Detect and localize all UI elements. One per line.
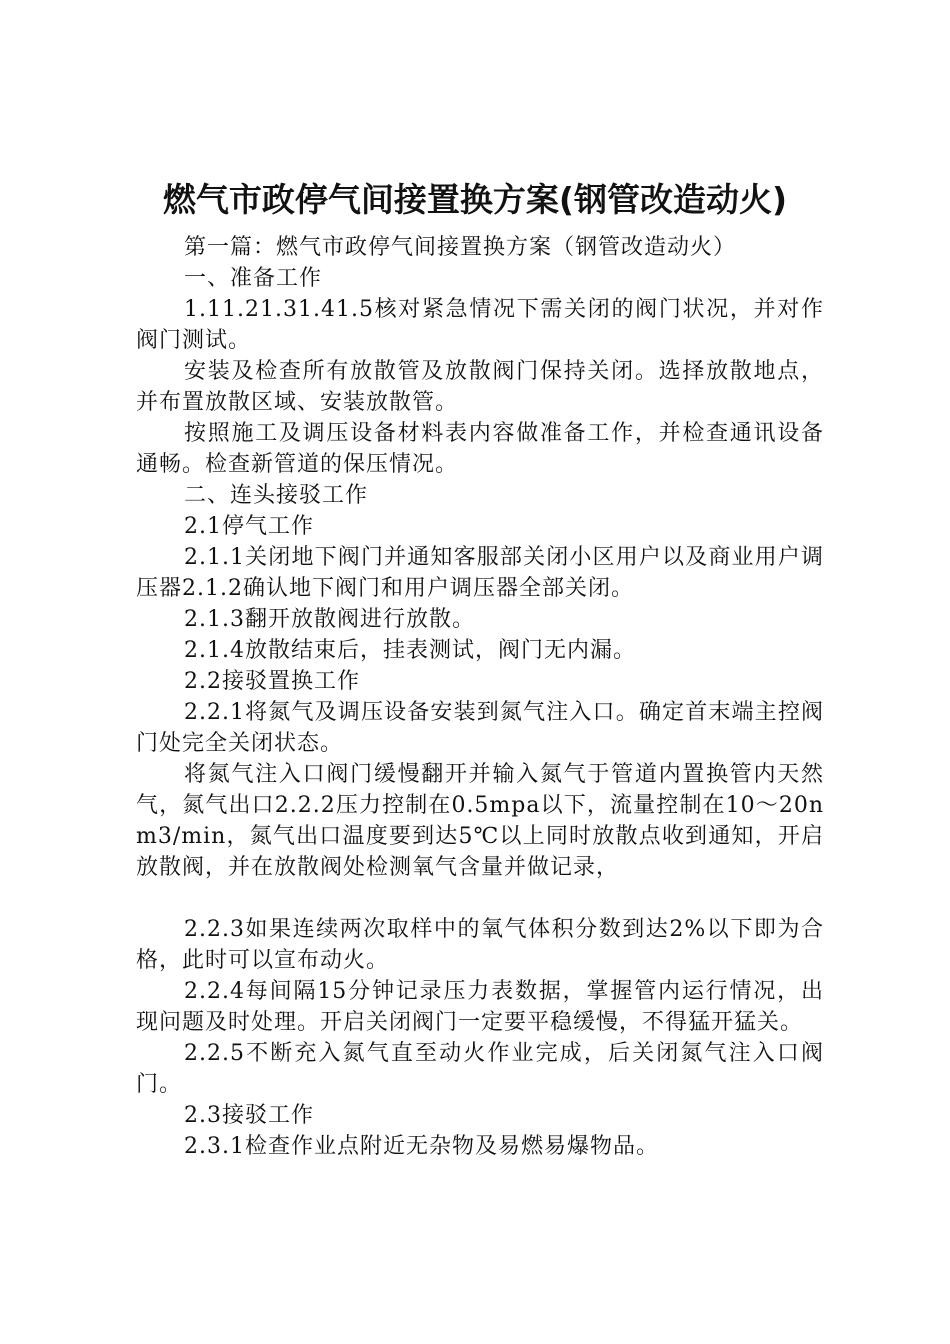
paragraph-2-1-4: 2.1.4放散结束后，挂表测试，阀门无内漏。: [184, 638, 636, 663]
document-body: [136, 232, 824, 1162]
paragraph-2-2-1: 2.2.1将氮气及调压设备安装到氮气注入口。确定首末端主控阀门处完全关闭状态。: [136, 700, 824, 756]
paragraph-1-1-to-1-5: 1.11.21.31.41.5核对紧急情况下需关闭的阀门状况，并对作阀门测试。: [136, 297, 824, 353]
paragraph-section-1-heading: 一、准备工作: [184, 266, 323, 291]
paragraph-2-2-heading: 2.2接驳置换工作: [184, 669, 360, 694]
paragraph-2-1-1: 2.1.1关闭地下阀门并通知客服部关闭小区用户以及商业用户调压器2.1.2确认地下阀门和用户调压器全部关闭。: [136, 545, 824, 601]
paragraph-2-2-3: 2.2.3如果连续两次取样中的氧气体积分数到达2%以下即为合格，此时可以宣布动火。: [136, 917, 824, 973]
paragraph-2-3-heading: 2.3接驳工作: [184, 1103, 314, 1128]
paragraph-2-1-3: 2.1.3翻开放散阀进行放散。: [184, 607, 475, 632]
blank-line: [136, 883, 824, 914]
paragraph-section-2-heading: 二、连头接驳工作: [184, 483, 369, 508]
paragraph-2-2-4: 2.2.4每间隔15分钟记录压力表数据，掌握管内运行情况，出现问题及时处理。开启关闭阀门一定要平稳缓慢，不得猛开猛关。: [136, 979, 824, 1035]
paragraph-part-heading: 第一篇：燃气市政停气间接置换方案（钢管改造动火）: [184, 235, 737, 260]
document-title: 燃气市政停气间接置换方案(钢管改造动火): [162, 180, 788, 219]
paragraph-2-1-heading: 2.1停气工作: [184, 514, 314, 539]
paragraph-prepare-equipment: 按照施工及调压设备材料表内容做准备工作，并检查通讯设备通畅。检查新管道的保压情况。: [136, 421, 824, 477]
paragraph-2-3-1: 2.3.1检查作业点附近无杂物及易燃易爆物品。: [184, 1134, 659, 1159]
paragraph-install-vent: 安装及检查所有放散管及放散阀门保持关闭。选择放散地点，并布置放散区域、安装放散管。: [136, 359, 824, 415]
paragraph-nitrogen-injection: 将氮气注入口阀门缓慢翻开并输入氮气于管道内置换管内天然气，氮气出口2.2.2压力控制在0.5mpa以下，流量控制在10～20nm3/min，氮气出口温度要到达5℃以上同时放散点收到通知，开启放散阀，并在放散阀处检测氧气含量并做记录，: [136, 762, 824, 880]
paragraph-2-2-5: 2.2.5不断充入氮气直至动火作业完成，后关闭氮气注入口阀门。: [136, 1041, 824, 1097]
